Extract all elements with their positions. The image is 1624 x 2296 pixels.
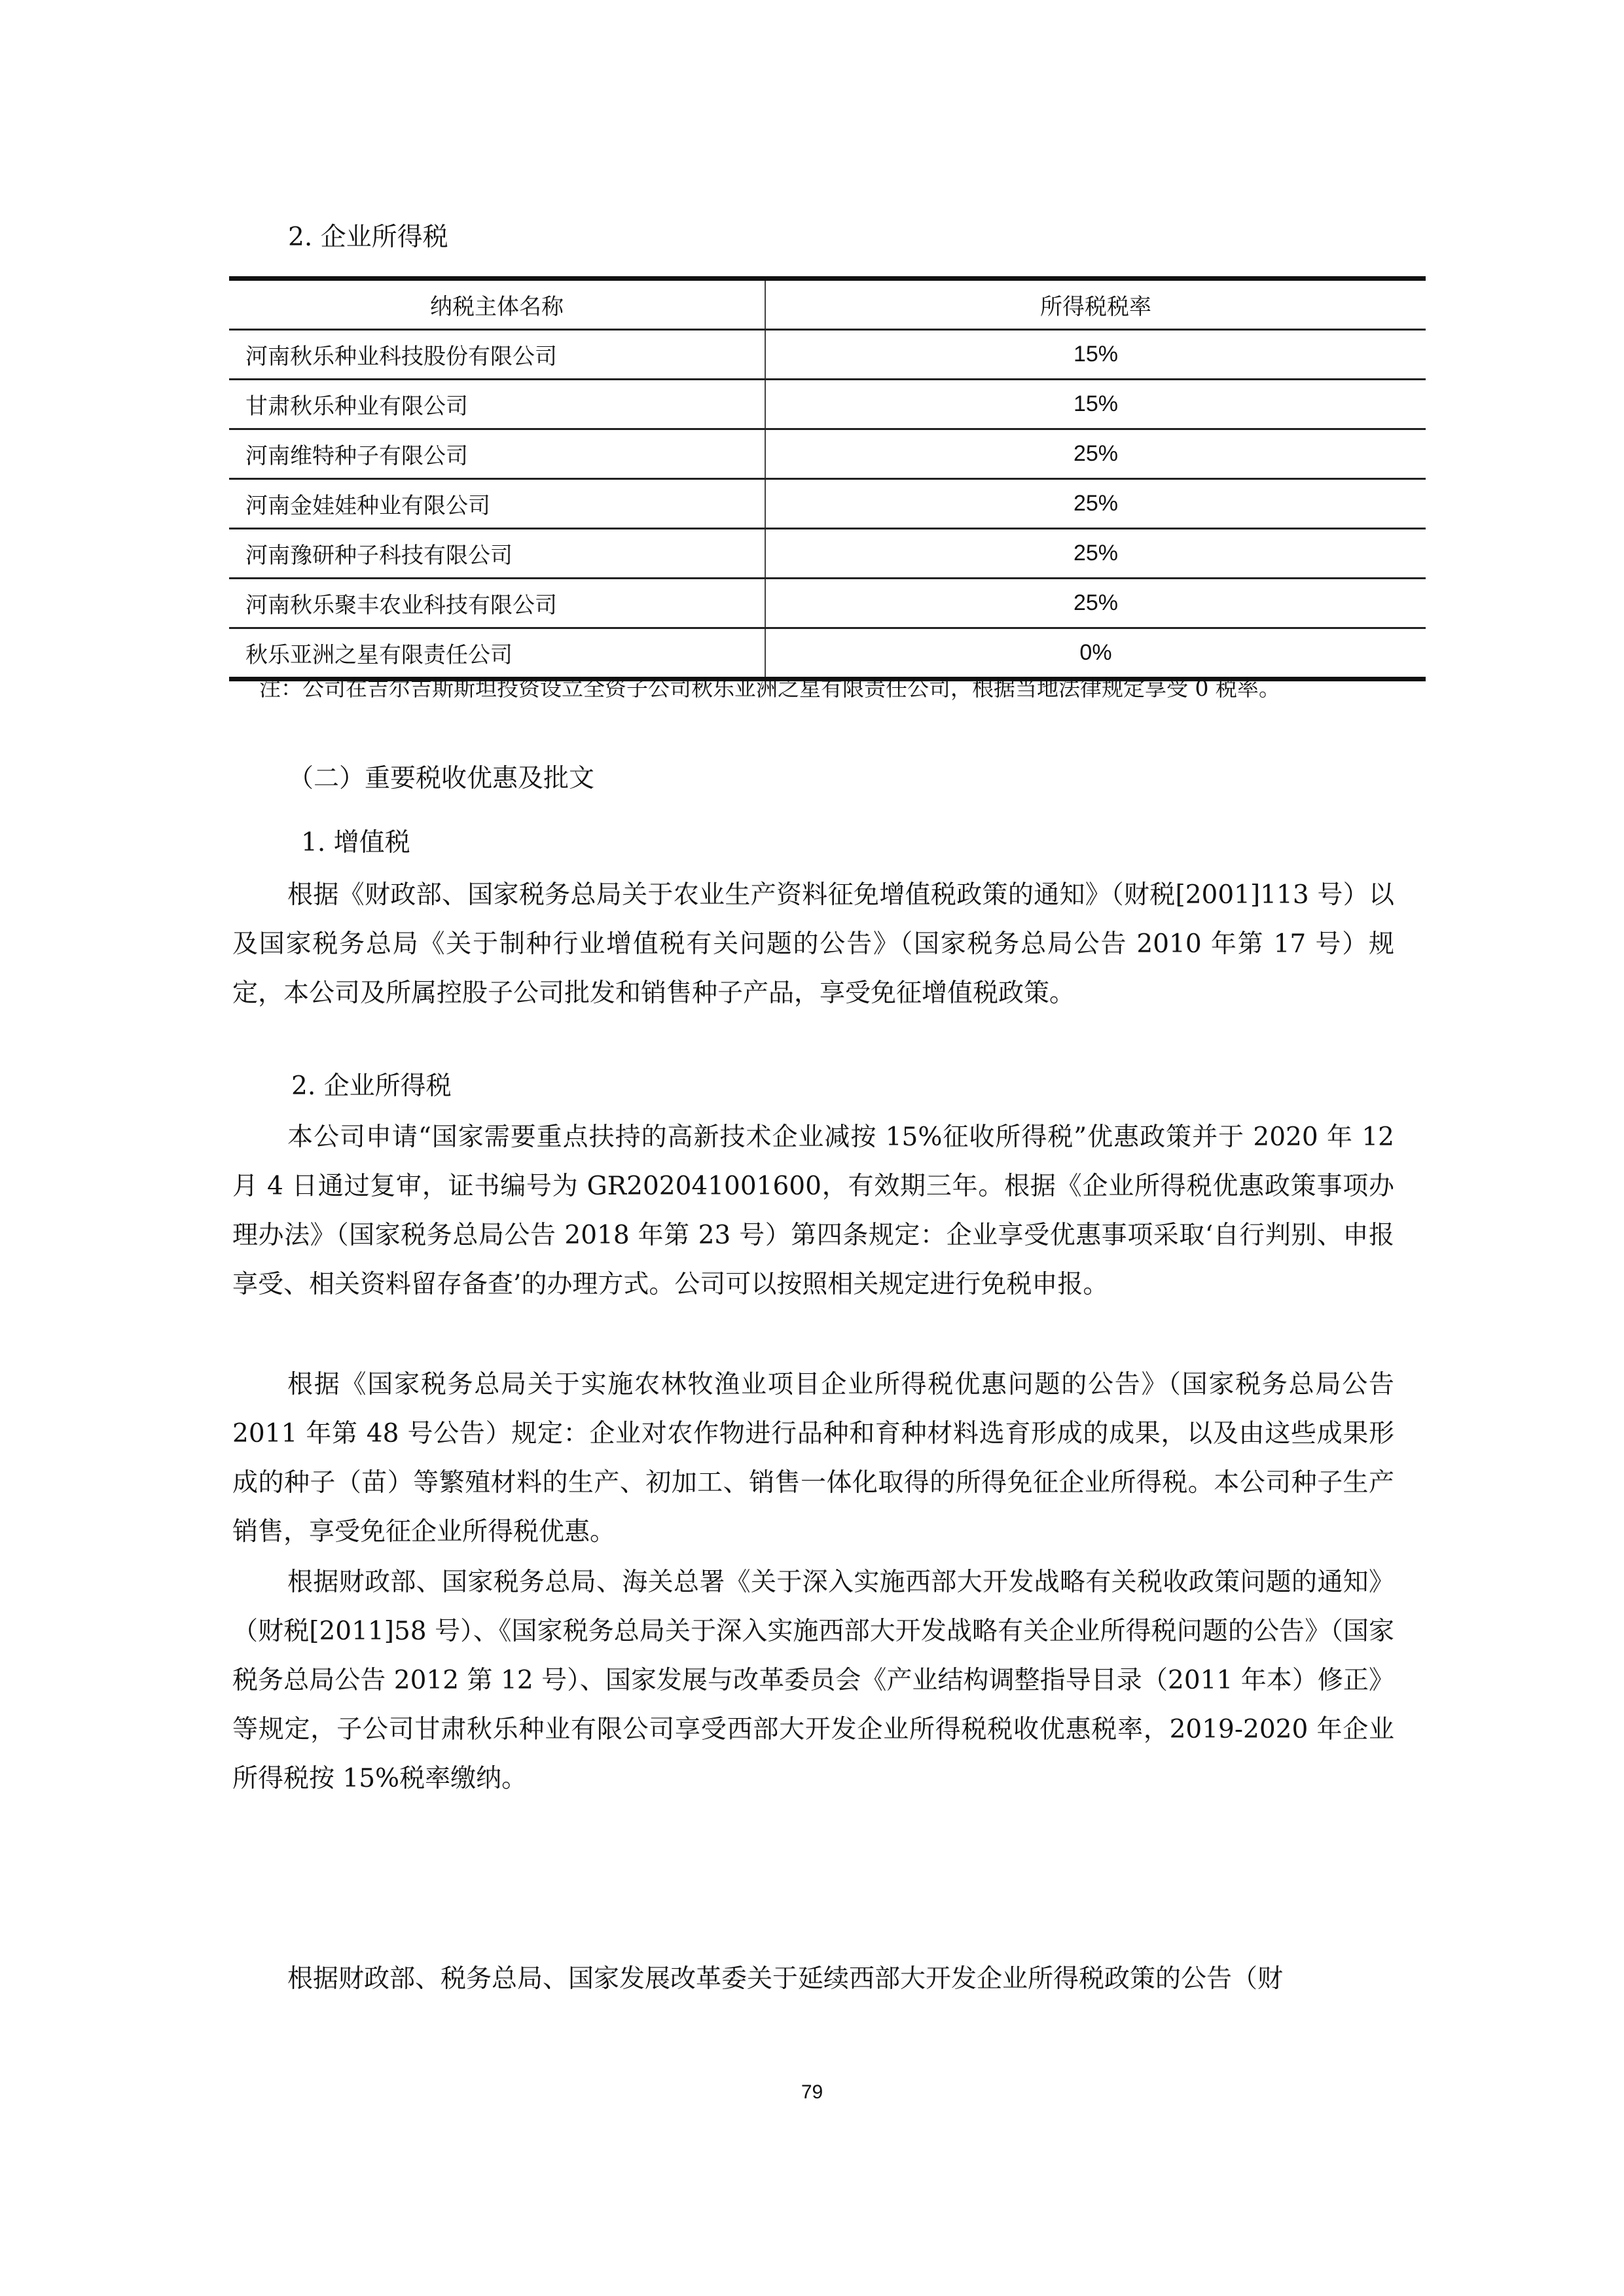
table-row — [229, 628, 1426, 679]
table-row — [229, 529, 1426, 579]
entity-name-cell: 河南豫研种子科技有限公司 — [229, 529, 765, 579]
table-row — [229, 330, 1426, 380]
entity-name-cell: 河南秋乐聚丰农业科技有限公司 — [229, 579, 765, 628]
subheading-income-tax: 2. 企业所得税 — [291, 1071, 452, 1101]
income-tax-paragraph-1: 本公司申请“国家需要重点扶持的高新技术企业减按 15%征收所得税”优惠政策并于 2020 年 12 月 4 日通过复审，证书编号为 GR202041001600，有效期三年。根据《企业所得税优惠政策事项办理办法》（国家税务总局公告 2018 年第 23 号）第四条规定：企业享受优惠事项采取‘自行判别、申报享受、相关资料留存备查’的办理方式。公司可以按照相关规定进行免税申报。 — [232, 1122, 1394, 1299]
tax-rate-cell: 15% — [765, 380, 1426, 429]
tax-rate-cell: 15% — [765, 330, 1426, 380]
table-row — [229, 579, 1426, 628]
entity-name-cell: 河南秋乐种业科技股份有限公司 — [229, 330, 765, 380]
vat-paragraph: 根据《财政部、国家税务总局关于农业生产资料征免增值税政策的通知》（财税[2001]113 号）以及国家税务总局《关于制种行业增值税有关问题的公告》（国家税务总局公告 2010 年第 17 号）规定，本公司及所属控股子公司批发和销售种子产品，享受免征增值税政策。 — [232, 880, 1394, 1008]
table-row — [229, 380, 1426, 429]
tax-rate-cell: 25% — [765, 479, 1426, 529]
tax-rate-cell: 0% — [765, 628, 1426, 679]
entity-name-cell: 河南金娃娃种业有限公司 — [229, 479, 765, 529]
table-row — [229, 429, 1426, 479]
tax-rate-table — [229, 276, 1426, 681]
income-tax-paragraph-2: 根据《国家税务总局关于实施农林牧渔业项目企业所得税优惠问题的公告》（国家税务总局公告 2011 年第 48 号公告）规定：企业对农作物进行品种和育种材料选育形成的成果，以及由这些成果形成的种子（苗）等繁殖材料的生产、初加工、销售一体化取得的所得免征企业所得税。本公司种子生产销售，享受免征企业所得税优惠。 — [232, 1370, 1394, 1547]
tax-rate-cell: 25% — [765, 529, 1426, 579]
table-row — [229, 479, 1426, 529]
section-heading-income-tax: 2. 企业所得税 — [288, 223, 448, 252]
subheading-vat: 1. 增值税 — [301, 828, 410, 857]
column-header-entity: 纳税主体名称 — [229, 279, 765, 330]
page-number: 79 — [801, 2081, 823, 2103]
entity-name-cell: 河南维特种子有限公司 — [229, 429, 765, 479]
entity-name-cell: 甘肃秋乐种业有限公司 — [229, 380, 765, 429]
table-note: 注：公司在吉尔吉斯斯坦投资设立全资子公司秋乐亚洲之星有限责任公司，根据当地法律规定享受 0 税率。 — [259, 675, 1280, 701]
entity-name-cell: 秋乐亚洲之星有限责任公司 — [229, 628, 765, 679]
tax-rate-cell: 25% — [765, 579, 1426, 628]
tax-rate-cell: 25% — [765, 429, 1426, 479]
income-tax-paragraph-3: 根据财政部、国家税务总局、海关总署《关于深入实施西部大开发战略有关税收政策问题的通知》（财税[2011]58 号）、《国家税务总局关于深入实施西部大开发战略有关企业所得税问题的公告》（国家税务总局公告 2012 第 12 号）、国家发展与改革委员会《产业结构调整指导目录（2011 年本）修正》等规定，子公司甘肃秋乐种业有限公司享受西部大开发企业所得税税收优惠税率，2019-2020 年企业所得税按 15%税率缴纳。 — [232, 1568, 1394, 1793]
income-tax-paragraph-4: 根据财政部、税务总局、国家发展改革委关于延续西部大开发企业所得税政策的公告（财 — [287, 1964, 1284, 1994]
section-heading-preferential: （二）重要税收优惠及批文 — [288, 764, 595, 793]
column-header-rate: 所得税税率 — [765, 279, 1426, 330]
table-header-row — [229, 279, 1426, 330]
